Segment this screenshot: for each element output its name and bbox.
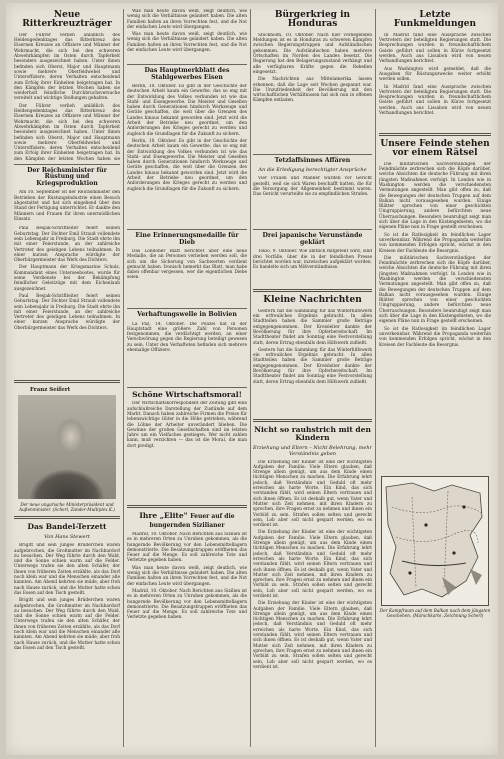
byline: Von Hans Stewert [44, 534, 90, 541]
balkan-map [381, 476, 489, 606]
divider [127, 308, 247, 309]
headline-reichsminister: Der Reichsminister für Rüstung und Kriegsproduktion [27, 166, 107, 187]
article-body: La Paz, 14. Oktober. Die Polizei hat in der Hauptstadt eine größere Zahl von Personen festgenommen, die verdächtigt werden, an einer Verschwörung gegen die Regierung beteiligt gewesen zu sein. Unter den Verhafteten befinden sich mehrere ehemalige Offiziere. [127, 321, 247, 353]
divider [14, 516, 120, 519]
divider [253, 154, 372, 155]
subheadline: Erziehung und Eltern – Nicht Belehrung, mehr Verständnis geben [253, 444, 372, 457]
divider [127, 229, 247, 230]
column-rule [375, 9, 376, 747]
portrait-photo [18, 395, 116, 499]
subheadline: An die Erledigung berechtigter Ansprüche [258, 167, 367, 174]
article-body: Brigitt und sein junges Brüderchen waren aufgebrochen, die Großmutter im Nachbardorf zu besuchen. Der Weg führte durch den Wald, und die Sonne schien warm auf die Felder. Unterwegs trafen sie den alten Schäfer, der ihnen von früheren Zeiten erzählte, als das Dorf noch klein war und die Menschen einander alle kannten. Am Abend kehrten sie müde, aber froh nach Hause zurück, und die Mutter hatte schon das Essen auf den Tisch gestellt. Brigitt und sein junges Brüderchen waren aufgebrochen, die Großmutter im Nachbardorf zu besuchen. Der Weg führte durch den Wald, und die Sonne schien warm auf die Felder. Unterwegs trafen sie den alten Schäfer, der ihnen von früheren Zeiten erzählte, als das Dorf noch klein war und die Menschen einander alle kannten. Am Abend kehrten sie müde, aber froh nach Hause zurück, und die Mutter hatte schon das Essen auf den Tisch gestellt. [14, 543, 120, 651]
portrait-caption: Der neue ungarische Ministerpräsident und Außenminister. (Scherl, Zander-Multiplex K.) [19, 502, 115, 513]
portrait-name: Franz Seifert [30, 387, 71, 394]
article-body: Was man heute davon weiß, zeigt deutlich, wie wenig sich die Verhältnisse geändert haben. Die alten Familien halten an ihren Vorrechten fest, und die Not der einfachen Leute wird übergangen. Was man heute davon weiß, zeigt deutlich, wie wenig sich die Verhältnisse geändert haben. Die alten Familien halten an ihren Vorrechten fest, und die Not der einfachen Leute wird übergangen. [127, 9, 247, 54]
article-body: Berlin, 10. Oktober. Es gibt in der Geschichte der deutschen Arbeit kaum ein Gewerbe, das so eng mit der Entwicklung des Volkes verbunden ist wie das Stahl- und Eisengewerbe. Die Meister und Gesellen haben durch Generationen hindurch Werkzeuge und Geräte geschaffen, die weit über die Grenzen des Landes hinaus bekannt geworden sind. Jetzt wird die Arbeit der Betriebe neu geordnet, um den Anforderungen des Krieges gerecht zu werden und zugleich die Grundlagen für die Zukunft zu sichern. Berlin, 10. Oktober. Es gibt in der Geschichte der deutschen Arbeit kaum ein Gewerbe, das so eng mit der Entwicklung des Volkes verbunden ist wie das Stahl- und Eisengewerbe. Die Meister und Gesellen haben durch Generationen hindurch Werkzeuge und Geräte geschaffen, die weit über die Grenzen des Landes hinaus bekannt geworden sind. Jetzt wird die Arbeit der Betriebe neu geordnet, um den Anforderungen des Krieges gerecht zu werden und zugleich die Grundlagen für die Zukunft zu sichern. [127, 84, 247, 192]
divider [14, 164, 120, 165]
article-body: Vier Frauen und Männer wurden vor Gericht gestellt, weil sie sich Waren beschafft hatten, die für die Versorgung der Allgemeinheit bestimmt waren. Das Gericht verurteilte sie zu empfindlichen Strafen. [253, 176, 372, 198]
divider [127, 505, 247, 508]
article-body: Paul Besjak-Schriftleiter feiert seinen Geburtstag. Der Dichter Emil Strauß vollendete sein Lebensjahr in Freiburg. Die Stadt ehrte ihn mit einer Feierstunde, an der zahlreiche Vertreter des geistigen Lebens teilnahmen. In einer kurzen Ansprache würdigte der Oberbürgermeister das Werk des Dichters. Der Hauptmann der Kriegsmarine Schulz, Kommandant eines Unterseebootes, wurde für seine Verdienste bei der Bekämpfung feindlicher Geleitzüge mit dem Eichenlaub ausgezeichnet. Paul Besjak-Schriftleiter feiert seinen Geburtstag. Der Dichter Emil Strauß vollendete sein Lebensjahr in Freiburg. Die Stadt ehrte ihn mit einer Feierstunde, an der zahlreiche Vertreter des geistigen Lebens teilnahmen. In einer kurzen Ansprache würdigte der Oberbürgermeister das Werk des Dichters. [14, 226, 120, 331]
divider [253, 289, 372, 292]
column-2 [127, 9, 247, 749]
article-body: Stockholm, 10. Oktober. Nach hier vorliegenden Meldungen ist es in Honduras zu schweren Kämpfen zwischen Regierungstruppen und Aufständischen gekommen. Die Aufständischen haben mehrere Ortschaften im Norden des Landes besetzt. Die Regierung hat den Belagerungszustand verhängt und alle verfügbaren Kräfte gegen die Rebellen eingesetzt. Die Nachrichten aus Mittelamerika lassen erkennen, daß die Lage seit Wochen gespannt war. Die Unzufriedenheit der Bevölkerung mit den wirtschaftlichen Verhältnissen hat sich nun in offenen Kämpfen entladen. [253, 32, 372, 104]
column-rule [123, 9, 124, 747]
column-1 [14, 9, 120, 749]
article-body: Die militärischen Sachverständigen der Feindmächte zerbrechen sich die Köpfe darüber, welche Absichten die deutsche Führung mit ihren jüngsten Maßnahmen verfolgt. In London wie in Washington werden die verschiedensten Vermutungen angestellt. Man gibt offen zu, daß die Bewegungen der deutschen Truppen auf dem Balkan nicht vorausgesehen wurden. Einige Blätter sprechen von einer geschickten Umgruppierung, andere befürchten neue Überraschungen. Besonders beunruhigt zeigt man sich über die Lage in den Küstengebieten, wo die eigenen Pläne nun in Frage gestellt erscheinen. So ist die Ratlosigkeit im feindlichen Lager unverkennbar. Während die Propaganda weiterhin von kommenden Erfolgen spricht, wächst in den Kreisen der Fachleute die Besorgnis. Die militärischen Sachverständigen der Feindmächte zerbrechen sich die Köpfe darüber, welche Absichten die deutsche Führung mit ihren jüngsten Maßnahmen verfolgt. In London wie in Washington werden die verschiedensten Vermutungen angestellt. Man gibt offen zu, daß die Bewegungen der deutschen Truppen auf dem Balkan nicht vorausgesehen wurden. Einige Blätter sprechen von einer geschickten Umgruppierung, andere befürchten neue Überraschungen. Besonders beunruhigt zeigt man sich über die Lage in den Küstengebieten, wo die eigenen Pläne nun in Frage gestellt erscheinen. So ist die Ratlosigkeit im feindlichen Lager unverkennbar. Während die Propaganda weiterhin von kommenden Erfolgen spricht, wächst in den Kreisen der Fachleute die Besorgnis. [379, 161, 491, 348]
headline-stahlgewerbe: Das Hauptmerkblatt des Stahlgewerbes Eisen [144, 67, 230, 81]
headline-japanische: Drei japanische Verunstände geklärt [262, 232, 363, 246]
divider [253, 419, 372, 422]
article-body: Gestern hat die Sammlung für das Winterhilfswerk ein erfreuliches Ergebnis gebracht. In allen Stadtteilen haben die Sammler große Beträge entgegengenommen. Der Kreisleiter dankte der Bevölkerung für ihre Opferbereitschaft. Im Stadttheater findet am Sonntag eine Festvorstellung statt, deren Ertrag ebenfalls dem Hilfswerk zufließt. Gestern hat die Sammlung für das Winterhilfswerk ein erfreuliches Ergebnis gebracht. In allen Stadtteilen haben die Sammler große Beträge entgegengenommen. Der Kreisleiter dankte der Bevölkerung für ihre Opferbereitschaft. Im Stadttheater findet am Sonntag eine Festvorstellung statt, deren Ertrag ebenfalls dem Hilfswerk zufließt. [253, 308, 372, 385]
headline-elite: Ihre „Elite" Feuer auf die bungernden Sizilianer [139, 511, 235, 529]
article-body: In Madrid fand eine Aussprache zwischen Vertretern der beteiligten Regierungen statt. Die Besprechungen wurden in freundschaftlichem Geiste geführt und sollen in Kürze fortgesetzt werden. Auch aus Lissabon wird von neuen Verhandlungen berichtet. Aus Washington wird gemeldet, daß die Ausgaben für Rüstungszwecke weiter erhöht werden sollen. In Madrid fand eine Aussprache zwischen Vertretern der beteiligten Regierungen statt. Die Besprechungen wurden in freundschaftlichem Geiste geführt und sollen in Kürze fortgesetzt werden. Auch aus Lissabon wird von neuen Verhandlungen berichtet. [379, 32, 491, 117]
newspaper-page [6, 3, 498, 755]
column-3 [253, 9, 372, 749]
article-body: Der Wirtschaftskorrespondent der Zeitung gibt eine aufschlußreiche Darstellung der Zustände auf dem Markt. Danach haben zahlreiche Firmen die Preise für lebenswichtige Güter in die Höhe getrieben, während die Löhne der Arbeiter unverändert blieben. Die Gewinne der großen Gesellschaften sind im letzten Jahre um ein Vielfaches gestiegen. Wer nicht zahlen kann, muß verzichten — das ist die Moral, die man dort predigt. [127, 401, 247, 449]
divider [127, 387, 247, 388]
map-caption: Der Kampfraum auf dem Balkan nach dem jüngsten Geschehen. (Marschkarte, Zeichnung Scherl) [379, 607, 491, 618]
headline-ritterkreuztraeger: Neue Ritterkreuzträger [22, 10, 112, 30]
headline-wirtschaftsmoral: Schöne Wirtschaftsmoral! [132, 389, 242, 399]
article-body: Tokio, 9. Oktober. Wie amtlich mitgeteilt wird, sind drei Vorfälle, über die in der feindlichen Presse berichtet worden war, inzwischen aufgeklärt worden. Es handelte sich um Mißverständnisse. [253, 249, 372, 271]
map-drawing [382, 477, 488, 603]
headline-feinde-raetsel: Unsere Feinde stehen vor einem Rätsel [380, 138, 490, 159]
divider [127, 64, 247, 65]
divider [379, 133, 491, 136]
divider [253, 229, 372, 230]
divider [14, 380, 120, 383]
column-4 [379, 9, 491, 749]
article-body: Die Erziehung der Kinder ist eine der wichtigsten Aufgaben der Familie. Viele Eltern glauben, daß Strenge allein genügt, um aus dem Kinde einen tüchtigen Menschen zu machen. Die Erfahrung lehrt jedoch, daß Verständnis und Geduld oft mehr erreichen als harte Worte. Ein Kind, das sich verstanden fühlt, wird seinen Eltern vertrauen und sich ihnen öffnen. Es ist deshalb gut, wenn Vater und Mutter sich Zeit nehmen, mit ihren Kindern zu sprechen, ihre Fragen ernst zu nehmen und ihnen ein Vorbild zu sein. Strafen sollen selten und gerecht sein, Lob aber soll nicht gespart werden, wo es verdient ist. Die Erziehung der Kinder ist eine der wichtigsten Aufgaben der Familie. Viele Eltern glauben, daß Strenge allein genügt, um aus dem Kinde einen tüchtigen Menschen zu machen. Die Erfahrung lehrt jedoch, daß Verständnis und Geduld oft mehr erreichen als harte Worte. Ein Kind, das sich verstanden fühlt, wird seinen Eltern vertrauen und sich ihnen öffnen. Es ist deshalb gut, wenn Vater und Mutter sich Zeit nehmen, mit ihren Kindern zu sprechen, ihre Fragen ernst zu nehmen und ihnen ein Vorbild zu sein. Strafen sollen selten und gerecht sein, Lob aber soll nicht gespart werden, wo es verdient ist. Die Erziehung der Kinder ist eine der wichtigsten Aufgaben der Familie. Viele Eltern glauben, daß Strenge allein genügt, um aus dem Kinde einen tüchtigen Menschen zu machen. Die Erfahrung lehrt jedoch, daß Verständnis und Geduld oft mehr erreichen als harte Worte. Ein Kind, das sich verstanden fühlt, wird seinen Eltern vertrauen und sich ihnen öffnen. Es ist deshalb gut, wenn Vater und Mutter sich Zeit nehmen, mit ihren Kindern zu sprechen, ihre Fragen ernst zu nehmen und ihnen ein Vorbild zu sein. Strafen sollen selten und gerecht sein, Lob aber soll nicht gespart werden, wo es verdient ist. [253, 459, 372, 670]
article-body: Madrid, 10. Oktober. Nach Berichten aus Sizilien ist es in mehreren Orten zu Unruhen gekommen, als die hungernde Bevölkerung vor den Lebensmittellagern demonstrierte. Die Besatzungstruppen eröffneten das Feuer auf die Menge. Es soll zahlreiche Tote und Verletzte gegeben haben. Was man heute davon weiß, zeigt deutlich, wie wenig sich die Verhältnisse geändert haben. Die alten Familien halten an ihren Vorrechten fest, und die Not der einfachen Leute wird übergangen. Madrid, 10. Oktober. Nach Berichten aus Sizilien ist es in mehreren Orten zu Unruhen gekommen, als die hungernde Bevölkerung vor den Lebensmittellagern demonstrierte. Die Besatzungstruppen eröffneten das Feuer auf die Menge. Es soll zahlreiche Tote und Verletzte gegeben haben. [127, 531, 247, 621]
headline-affaeren: Tetzlaffsinnes Affären [274, 156, 351, 164]
article-body: Das Londoner Blatt berichtet über eine neue Medaille, die an Personen verliehen werden soll, die sich um die Sicherung von Sachwerten verdient gemacht haben. Ironisch bemerkt das Blatt, man habe dabei offenbar vergessen, wer die eigentlichen Diebe seien. [127, 249, 247, 281]
headline-kinder: Nicht so rauhstrich mit den Kindern [254, 424, 371, 442]
article-body: Der Führer verlieh anläßlich des Heldengedenktages das Ritterkreuz des Eisernen Kreuzes an Offiziere und Männer der Wehrmacht, die sich bei den schweren Abwehrkämpfen im Osten durch Tapferkeit besonders ausgezeichnet haben. Unter ihnen befinden sich Oberst, Major und Hauptmann sowie mehrere Oberfeldwebel und Unteroffiziere, deren Verhalten entscheidend zum Erfolg ihrer Einheiten beigetragen hat. In den Kämpfen der letzten Wochen haben sie wiederholt feindliche Durchbruchsversuche vereitelt und wichtige Stellungen gehalten. Der Führer verlieh anläßlich des Heldengedenktages das Ritterkreuz des Eisernen Kreuzes an Offiziere und Männer der Wehrmacht, die sich bei den schweren Abwehrkämpfen im Osten durch Tapferkeit besonders ausgezeichnet haben. Unter ihnen befinden sich Oberst, Major und Hauptmann sowie mehrere Oberfeldwebel und Unteroffiziere, deren Verhalten entscheidend zum Erfolg ihrer Einheiten beigetragen hat. In den Kämpfen der letzten Wochen haben sie [14, 32, 120, 161]
headline-honduras: Bürgerkrieg in Honduras [274, 10, 351, 30]
headline-bolivien: Verhaftungswelle in Bolivien [137, 311, 237, 318]
headline-bandel-terzett: Das Bandel-Terzett [27, 522, 107, 532]
column-rule [250, 9, 251, 747]
headline-erinnerungsmedaille: Eine Erinnerungsmedaille für Dieb [135, 232, 239, 246]
headline-kleine-nachrichten: Kleine Nachrichten [263, 295, 362, 306]
article-body: Am 10. September ist der Reichsminister den Betrieben der Rüstungsindustrie einen Besuch abgestattet und hat sich eingehend über den Stand der Fertigung unterrichtet. Er dankte den Männern und Frauen für ihren unermüdlichen Einsatz. [14, 190, 120, 222]
headline-funkmeldungen: Letzte Funkmeldungen [393, 10, 477, 30]
